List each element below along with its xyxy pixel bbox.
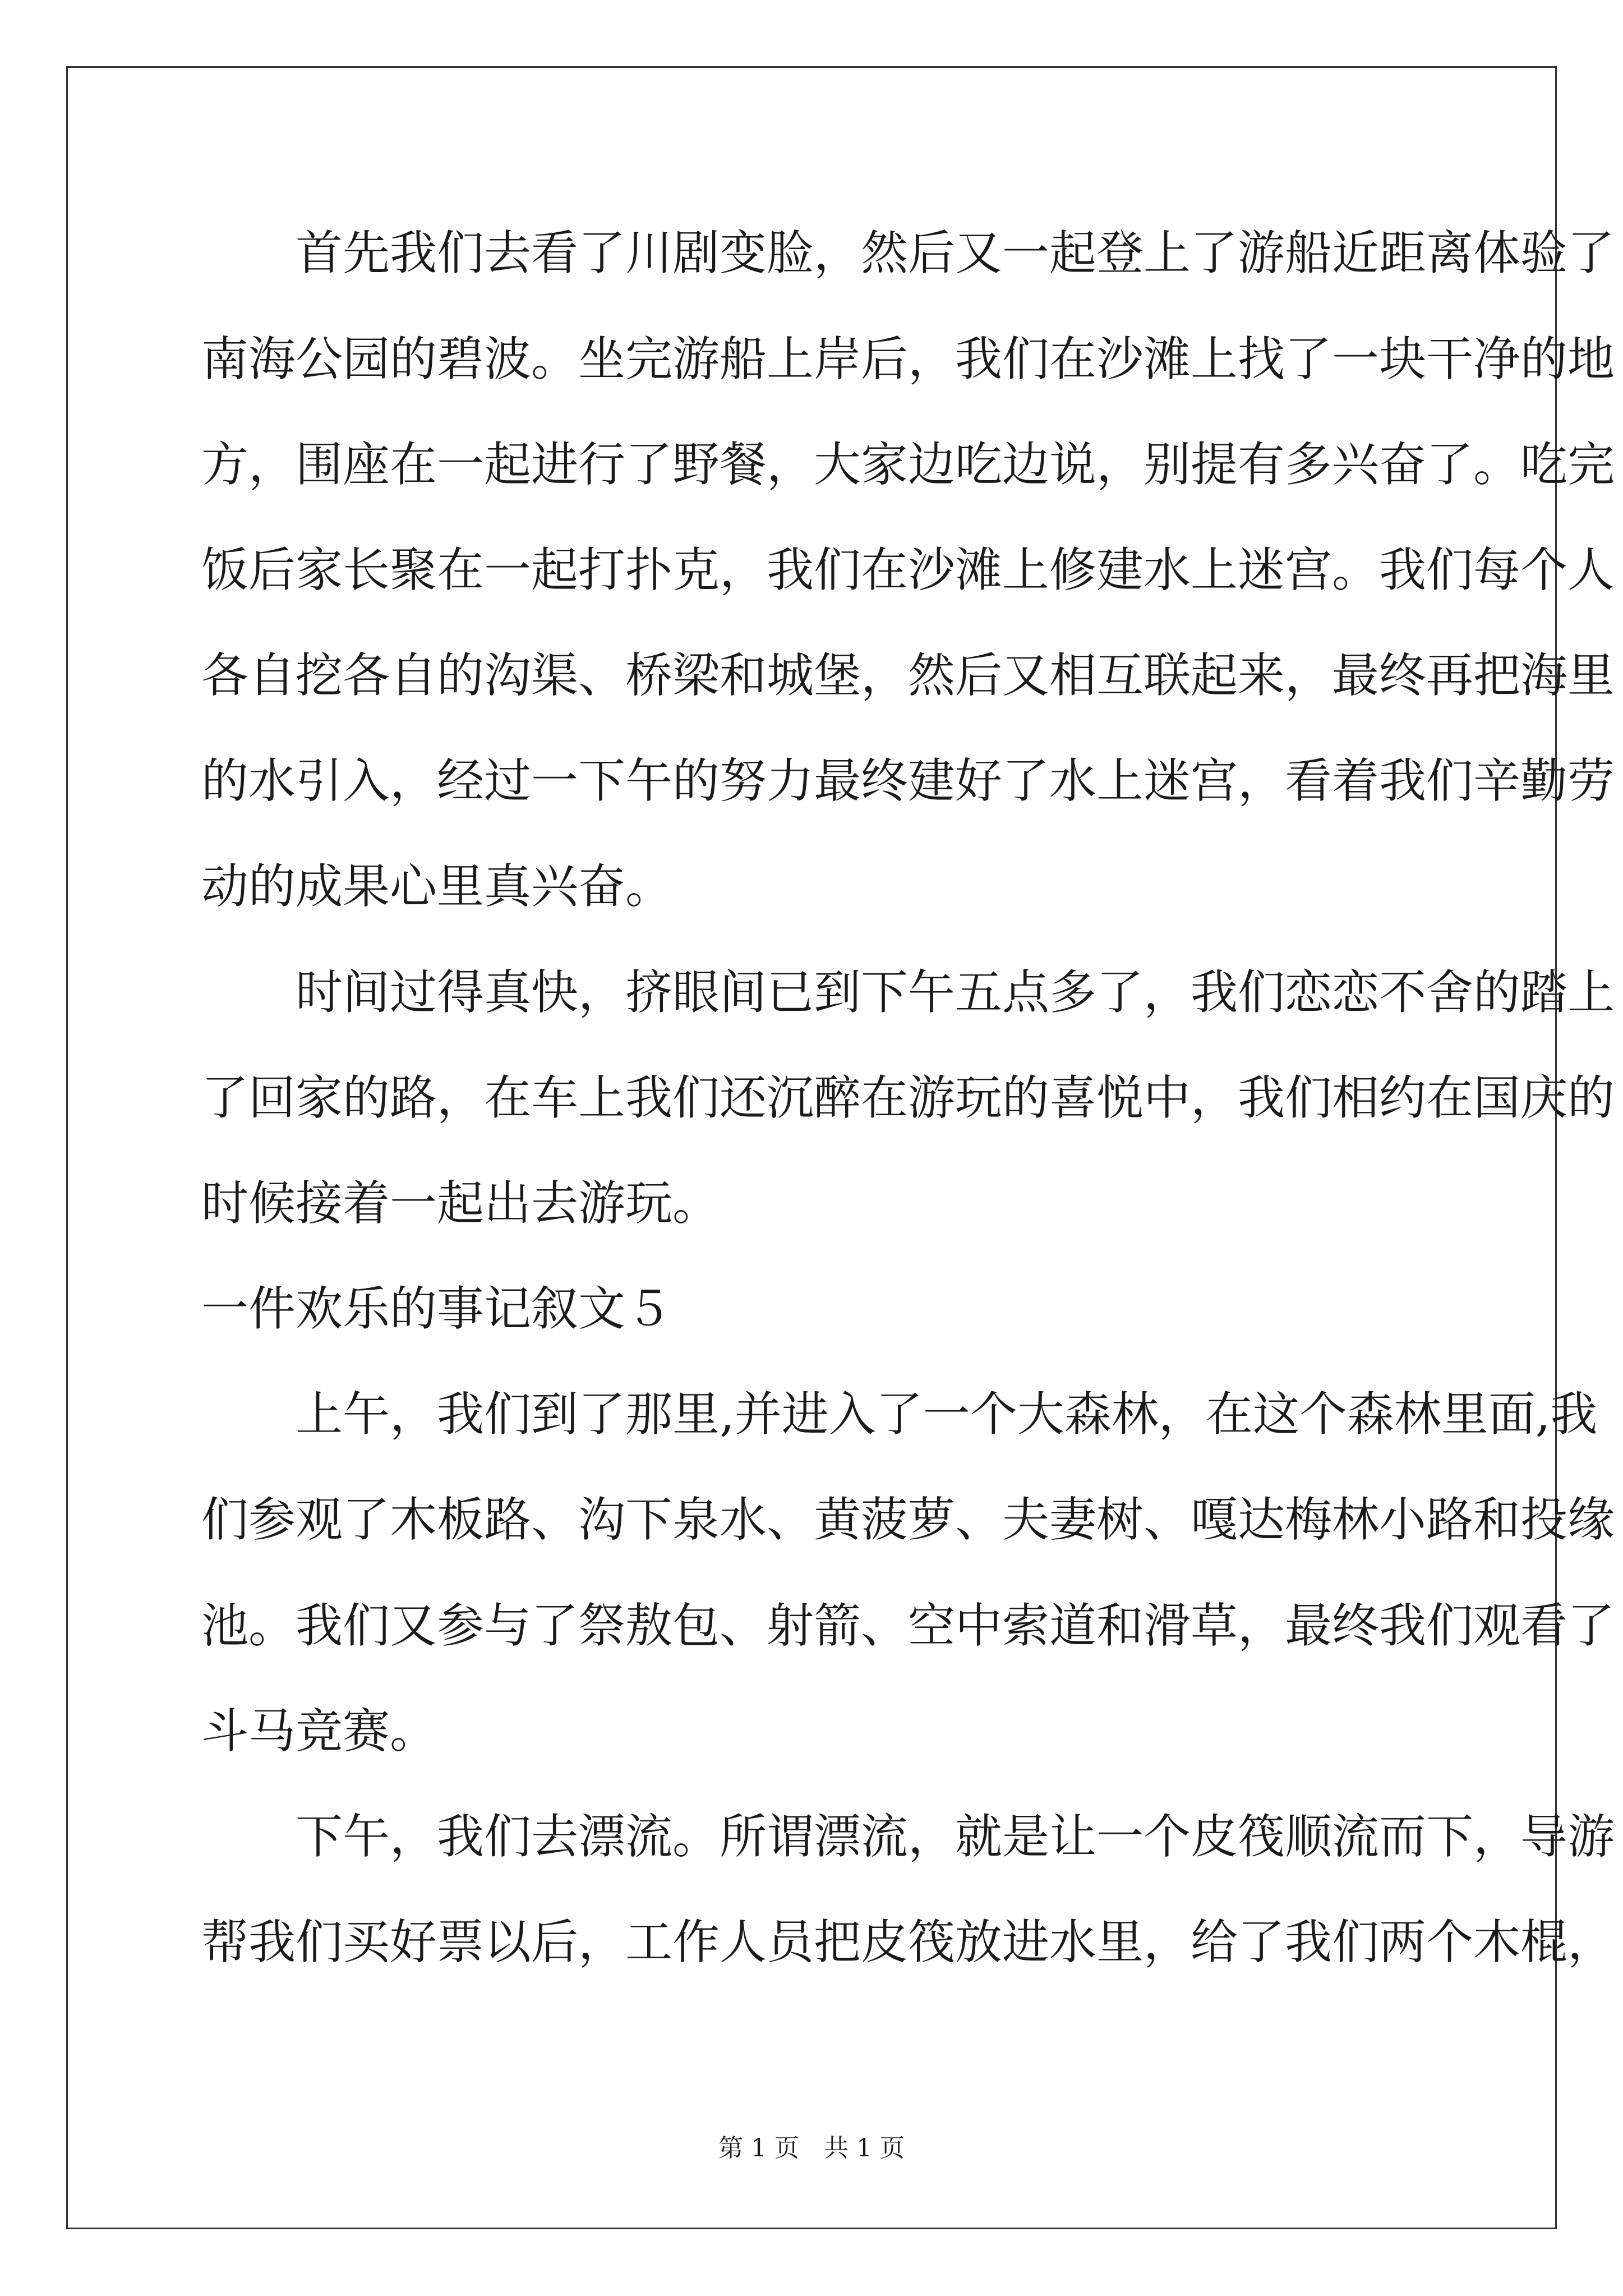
text-line: 们参观了木板路、沟下泉水、黄菠萝、夫妻树、嘎达梅林小路和投缘 — [201, 1492, 1615, 1547]
text-line: 帮我们买好票以后，工作人员把皮筏放进水里，给了我们两个木棍， — [201, 1915, 1615, 1970]
text-line: 方，围座在一起进行了野餐，大家边吃边说，别提有多兴奋了。吃完 — [201, 437, 1615, 492]
text-line: 各自挖各自的沟渠、桥梁和城堡，然后又相互联起来，最终再把海里 — [201, 648, 1615, 703]
text-line: 上午，我们到了那里,并进入了一个大森林，在这个森林里面,我 — [201, 1387, 1598, 1442]
text-line: 了回家的路，在车上我们还沉醉在游玩的喜悦中，我们相约在国庆的 — [201, 1070, 1615, 1125]
text-line: 时间过得真快，挤眼间已到下午五点多了，我们恋恋不舍的踏上 — [201, 965, 1615, 1020]
page-border — [66, 66, 1557, 2229]
text-line: 首先我们去看了川剧变脸，然后又一起登上了游船近距离体验了 — [201, 226, 1615, 280]
text-line: 南海公园的碧波。坐完游船上岸后，我们在沙滩上找了一块干净的地 — [201, 332, 1615, 386]
text-line: 下午，我们去漂流。所谓漂流，就是让一个皮筏顺流而下，导游 — [201, 1809, 1615, 1864]
section-heading: 一件欢乐的事记叙文５ — [201, 1281, 673, 1336]
page-footer: 第 1 页 共 1 页 — [718, 2134, 905, 2162]
text-line: 饭后家长聚在一起打扑克，我们在沙滩上修建水上迷宫。我们每个人 — [201, 542, 1615, 597]
text-line: 时候接着一起出去游玩。 — [201, 1176, 720, 1231]
text-line: 的水引入，经过一下午的努力最终建好了水上迷宫，看着我们辛勤劳 — [201, 753, 1615, 808]
text-line: 动的成果心里真兴奋。 — [201, 859, 673, 914]
text-line: 池。我们又参与了祭敖包、射箭、空中索道和滑草，最终我们观看了 — [201, 1598, 1615, 1653]
text-line: 斗马竞赛。 — [201, 1704, 437, 1759]
